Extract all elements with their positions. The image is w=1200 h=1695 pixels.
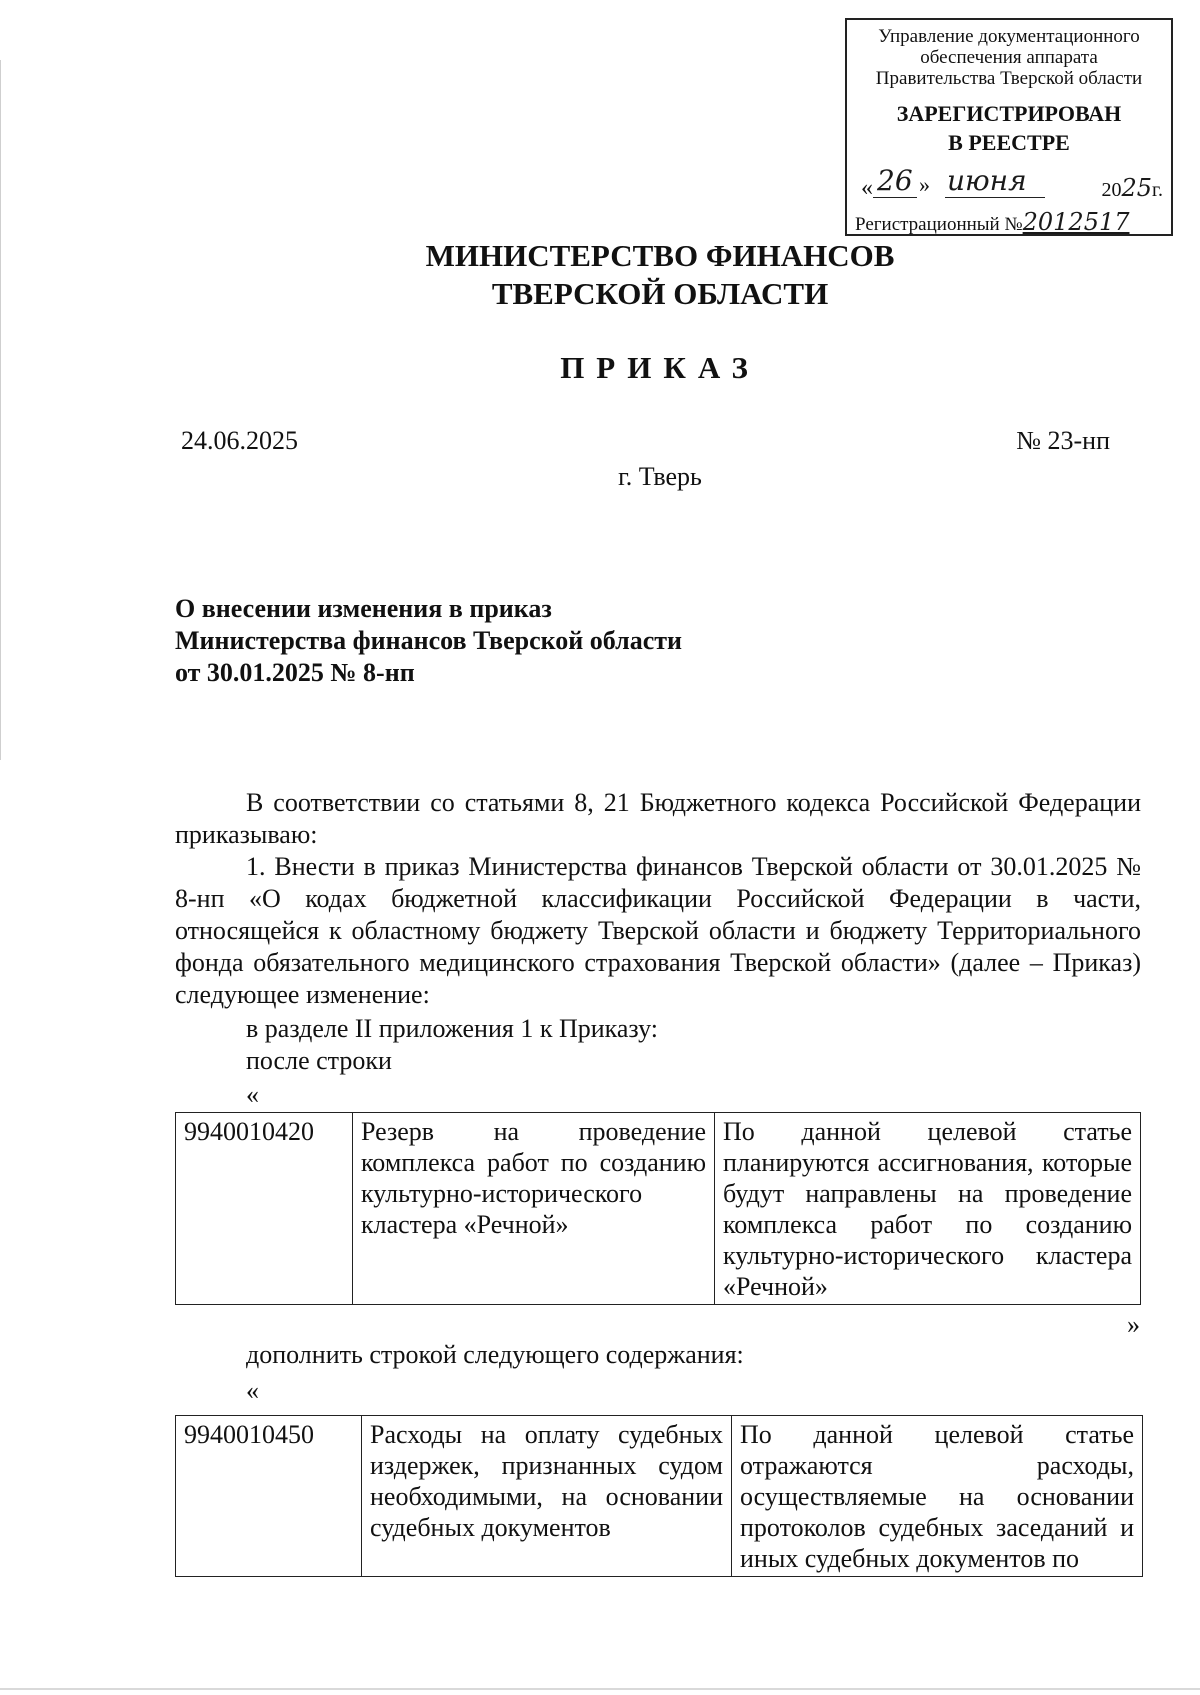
new-code-cell: 9940010450 (176, 1416, 362, 1577)
add-row-line: дополнить строкой следующего содержания: (246, 1340, 744, 1369)
stamp-org-line-2: обеспечения аппарата (920, 47, 1098, 68)
page-bottom-rule (0, 1688, 1200, 1690)
stamp-year-prefix: 20 (1101, 179, 1122, 201)
existing-description-cell: По данной целевой статье планируются ассигнования, которые будут направлены на проведение комплекса работ по созданию культурно-исторического кластера «Речной» (715, 1113, 1141, 1305)
stamp-org-line-3: Правительства Тверской области (875, 68, 1143, 89)
subject-line-3: от 30.01.2025 № 8-нп (175, 658, 415, 687)
order-date: 24.06.2025 (181, 426, 298, 455)
stamp-day-underline (873, 197, 917, 198)
new-row-table (175, 1415, 1143, 1577)
stamp-registration (855, 208, 1167, 236)
page-edge (0, 60, 1, 760)
stamp-quote-close: » (919, 172, 930, 197)
new-name-cell: Расходы на оплату судебных издержек, признанных судом необходимыми, на основании судебных документов (362, 1416, 732, 1577)
stamp-status-line-2: В РЕЕСТРЕ (948, 130, 1070, 155)
quote-open-1: « (246, 1080, 259, 1109)
stamp-month: июня (947, 164, 1027, 197)
clause-1-paragraph: 1. Внести в приказ Министерства финансов Тверской области от 30.01.2025 № 8-нп «О кодах бюджетной классификации Российской Федерации в части, относящейся к областному бюджету Тверской области и бюджету Территориального фонда обязательного медицинского страхования Тверской области» (далее – Приказ) следующее изменение: (175, 852, 1141, 1009)
stamp-status-line-1: ЗАРЕГИСТРИРОВАН (896, 101, 1122, 126)
stamp-year-unit: г. (1152, 179, 1163, 201)
stamp-day: 26 (877, 164, 913, 197)
subject-line-2: Министерства финансов Тверской области (175, 626, 682, 655)
quote-close-1: » (1127, 1310, 1140, 1339)
existing-name-cell: Резерв на проведение комплекса работ по созданию культурно-исторического кластера «Речной» (353, 1113, 715, 1305)
order-number: № 23-нп (1016, 426, 1110, 455)
table-row (176, 1416, 1143, 1577)
existing-row-table (175, 1112, 1141, 1305)
stamp-year-suffix: 25 (1121, 174, 1153, 202)
stamp-date (855, 164, 1163, 202)
stamp-status (847, 99, 1171, 157)
ministry-name-line-1: МИНИСТЕРСТВО ФИНАНСОВ (425, 238, 895, 273)
ministry-name-line-2: ТВЕРСКОЙ ОБЛАСТИ (491, 276, 829, 311)
order-subject (175, 593, 682, 689)
stamp-quote-open: « (861, 175, 873, 201)
order-city: г. Тверь (618, 462, 702, 491)
stamp-reg-label: Регистрационный № (855, 214, 1023, 235)
registration-stamp (845, 18, 1173, 236)
new-description-cell: По данной целевой статье отражаются расходы, осуществляемые на основании протоколов судебных заседаний и иных судебных документов по (732, 1416, 1143, 1577)
stamp-reg-number: 2012517 (1022, 208, 1130, 236)
after-row-line: после строки (246, 1046, 392, 1075)
existing-code-cell: 9940010420 (176, 1113, 353, 1305)
document-type: ПРИКАЗ (560, 350, 760, 385)
stamp-month-underline (945, 197, 1045, 198)
stamp-year (1101, 174, 1164, 202)
quote-open-2: « (246, 1376, 259, 1405)
stamp-org-line-1: Управление документационного (878, 26, 1140, 47)
section-reference: в разделе II приложения 1 к Приказу: (246, 1014, 659, 1043)
table-row (176, 1113, 1141, 1305)
preamble-paragraph: В соответствии со статьями 8, 21 Бюджетного кодекса Российской Федерации приказываю: (175, 788, 1141, 849)
subject-line-1: О внесении изменения в приказ (175, 594, 552, 623)
